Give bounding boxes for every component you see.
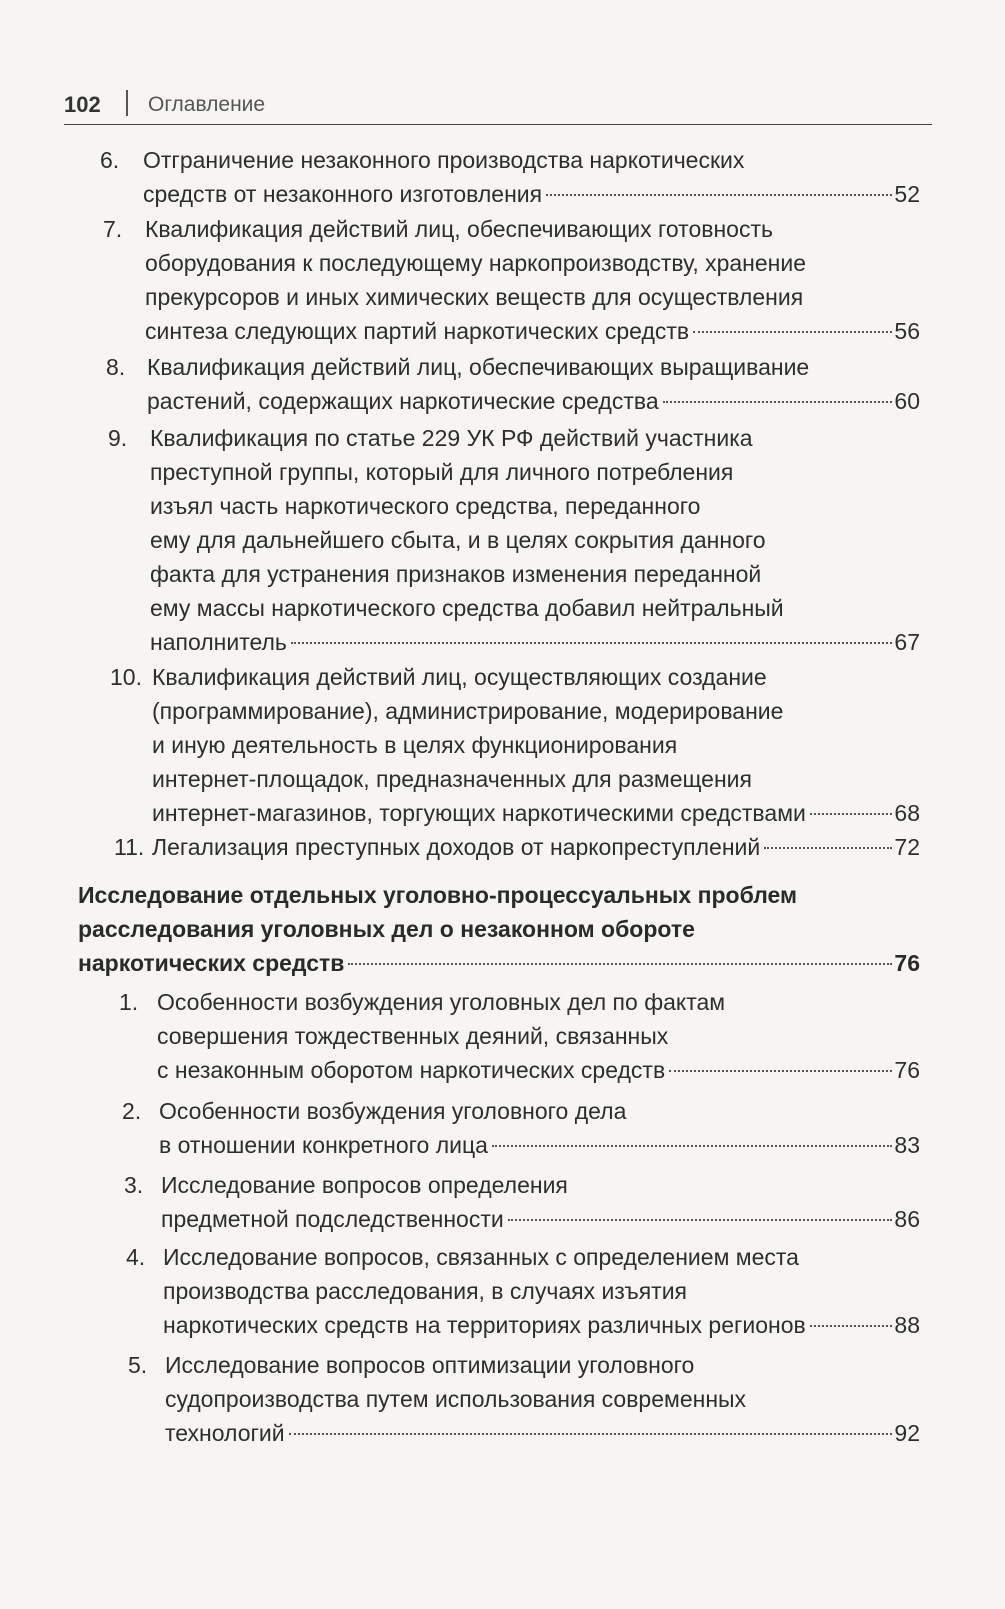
toc-entry-line: Квалификация по статье 229 УК РФ действий участника bbox=[150, 425, 753, 451]
toc-entry-line: Отграничение незаконного производства наркотических bbox=[143, 147, 745, 173]
toc-entry-text bbox=[159, 1094, 920, 1162]
toc-entry-line: наркотических средств на территориях различных регионов bbox=[163, 1312, 806, 1338]
toc-entry-line: Исследование отдельных уголовно-процессуальных проблем bbox=[78, 882, 798, 908]
toc-entry-final-line bbox=[161, 1202, 920, 1236]
toc-page-reference: 52 bbox=[894, 181, 920, 207]
toc-page-reference: 68 bbox=[894, 800, 920, 826]
toc-entry-line: интернет-площадок, предназначенных для размещения bbox=[152, 766, 752, 792]
toc-entry-text bbox=[78, 878, 920, 980]
toc-entry-line: в отношении конкретного лица bbox=[159, 1132, 488, 1158]
toc-entry-line: синтеза следующих партий наркотических средств bbox=[145, 318, 690, 344]
toc-entry-text bbox=[152, 830, 920, 864]
toc-entry-line: с незаконным оборотом наркотических средств bbox=[157, 1057, 666, 1083]
toc-entry-line: Особенности возбуждения уголовного дела bbox=[159, 1098, 627, 1124]
toc-entry-number: 7. bbox=[103, 216, 123, 242]
dot-leader bbox=[492, 1145, 892, 1147]
toc-entry-final-line bbox=[150, 625, 920, 659]
dot-leader bbox=[546, 194, 892, 196]
toc-entry-final-line bbox=[78, 946, 920, 980]
header-separator bbox=[126, 90, 128, 116]
dot-leader bbox=[291, 642, 892, 644]
toc-entry-number: 4. bbox=[126, 1244, 146, 1270]
toc-entry-line: средств от незаконного изготовления bbox=[143, 181, 543, 207]
toc-entry-text bbox=[150, 421, 920, 659]
toc-entry-line: Квалификация действий лиц, обеспечивающих готовность bbox=[145, 216, 773, 242]
toc-entry-number: 1. bbox=[119, 989, 139, 1015]
toc-entry-line: изъял часть наркотического средства, переданного bbox=[150, 493, 701, 519]
toc-entry-line: растений, содержащих наркотические средства bbox=[147, 388, 659, 414]
toc-entry-line: Исследование вопросов оптимизации уголовного bbox=[165, 1352, 695, 1378]
dot-leader bbox=[810, 813, 893, 815]
dot-leader bbox=[508, 1219, 893, 1221]
toc-page-reference: 72 bbox=[894, 834, 920, 860]
toc-entry-number: 5. bbox=[128, 1352, 148, 1378]
toc-entry-text bbox=[143, 143, 920, 211]
toc-entry-line: наркотических средств bbox=[78, 950, 345, 976]
toc-page-reference: 86 bbox=[894, 1206, 920, 1232]
toc-entry-text bbox=[152, 660, 920, 830]
toc-entry-number: 3. bbox=[124, 1172, 144, 1198]
page-header bbox=[64, 88, 932, 125]
toc-entry-final-line bbox=[157, 1053, 920, 1087]
dot-leader bbox=[669, 1070, 892, 1072]
toc-entry-number: 11. bbox=[114, 834, 145, 860]
toc-entry-text bbox=[157, 985, 920, 1087]
toc-entry-line: расследования уголовных дел о незаконном обороте bbox=[78, 916, 695, 942]
toc-page-reference: 60 bbox=[894, 388, 920, 414]
toc-entry-line: Квалификация действий лиц, обеспечивающих выращивание bbox=[147, 354, 810, 380]
toc-entry-line: наполнитель bbox=[150, 629, 287, 655]
toc-entry-final-line bbox=[152, 830, 920, 864]
toc-page-reference: 88 bbox=[894, 1312, 920, 1338]
toc-entry-line: совершения тождественных деяний, связанных bbox=[157, 1023, 669, 1049]
toc-entry-number: 2. bbox=[122, 1098, 142, 1124]
toc-entry-line: преступной группы, который для личного потребления bbox=[150, 459, 734, 485]
toc-entry-final-line bbox=[147, 384, 920, 418]
dot-leader bbox=[289, 1433, 893, 1435]
toc-entry-number: 9. bbox=[108, 425, 128, 451]
toc-entry-line: Исследование вопросов, связанных с определением места bbox=[163, 1244, 799, 1270]
running-title: Оглавление bbox=[148, 93, 266, 116]
toc-entry-line: ему массы наркотического средства добавил нейтральный bbox=[150, 595, 784, 621]
toc-entry-text bbox=[163, 1240, 920, 1342]
toc-entry-final-line bbox=[165, 1416, 920, 1450]
toc-entry-line: судопроизводства путем использования современных bbox=[165, 1386, 747, 1412]
toc-entry-text bbox=[161, 1168, 920, 1236]
toc-entry-line: прекурсоров и иных химических веществ для осуществления bbox=[145, 284, 804, 310]
dot-leader bbox=[764, 847, 892, 849]
dot-leader bbox=[348, 963, 892, 965]
toc-entry-line: оборудования к последующему наркопроизводству, хранение bbox=[145, 250, 807, 276]
toc-entry-line: ему для дальнейшего сбыта, и в целях сокрытия данного bbox=[150, 527, 766, 553]
toc-entry-line: (программирование), администрирование, модерирование bbox=[152, 698, 784, 724]
dot-leader bbox=[693, 331, 892, 333]
toc-entry-line: производства расследования, в случаях изъятия bbox=[163, 1278, 688, 1304]
page-number: 102 bbox=[64, 92, 101, 117]
toc-entry-line: Исследование вопросов определения bbox=[161, 1172, 568, 1198]
toc-entry-line: и иную деятельность в целях функционирования bbox=[152, 732, 678, 758]
toc-entry-text bbox=[165, 1348, 920, 1450]
toc-entry-number: 6. bbox=[100, 147, 120, 173]
toc-page-reference: 76 bbox=[894, 1057, 920, 1083]
toc-entry-line: факта для устранения признаков изменения переданной bbox=[150, 561, 762, 587]
toc-entry-text bbox=[145, 212, 920, 348]
toc-entry-line: Легализация преступных доходов от наркопреступлений bbox=[152, 834, 761, 860]
toc-entry-final-line bbox=[143, 177, 920, 211]
toc-page-reference: 67 bbox=[894, 629, 920, 655]
toc-entry-line: предметной подследственности bbox=[161, 1206, 504, 1232]
toc-entry-line: Квалификация действий лиц, осуществляющих создание bbox=[152, 664, 767, 690]
toc-entry-final-line bbox=[152, 796, 920, 830]
dot-leader bbox=[810, 1325, 893, 1327]
dot-leader bbox=[663, 401, 893, 403]
toc-page-reference: 76 bbox=[894, 950, 920, 976]
toc-entry-line: технологий bbox=[165, 1420, 285, 1446]
toc-page-reference: 56 bbox=[894, 318, 920, 344]
toc-entry-number: 8. bbox=[106, 354, 126, 380]
toc-entry-line: интернет-магазинов, торгующих наркотическими средствами bbox=[152, 800, 806, 826]
toc-entry-text bbox=[147, 350, 920, 418]
toc-entry-final-line bbox=[163, 1308, 920, 1342]
toc-entry-final-line bbox=[145, 314, 920, 348]
toc-entry-final-line bbox=[159, 1128, 920, 1162]
toc-entry-number: 10. bbox=[110, 664, 142, 690]
toc-page-reference: 83 bbox=[894, 1132, 920, 1158]
toc-entry-line: Особенности возбуждения уголовных дел по фактам bbox=[157, 989, 726, 1015]
toc-page-reference: 92 bbox=[894, 1420, 920, 1446]
